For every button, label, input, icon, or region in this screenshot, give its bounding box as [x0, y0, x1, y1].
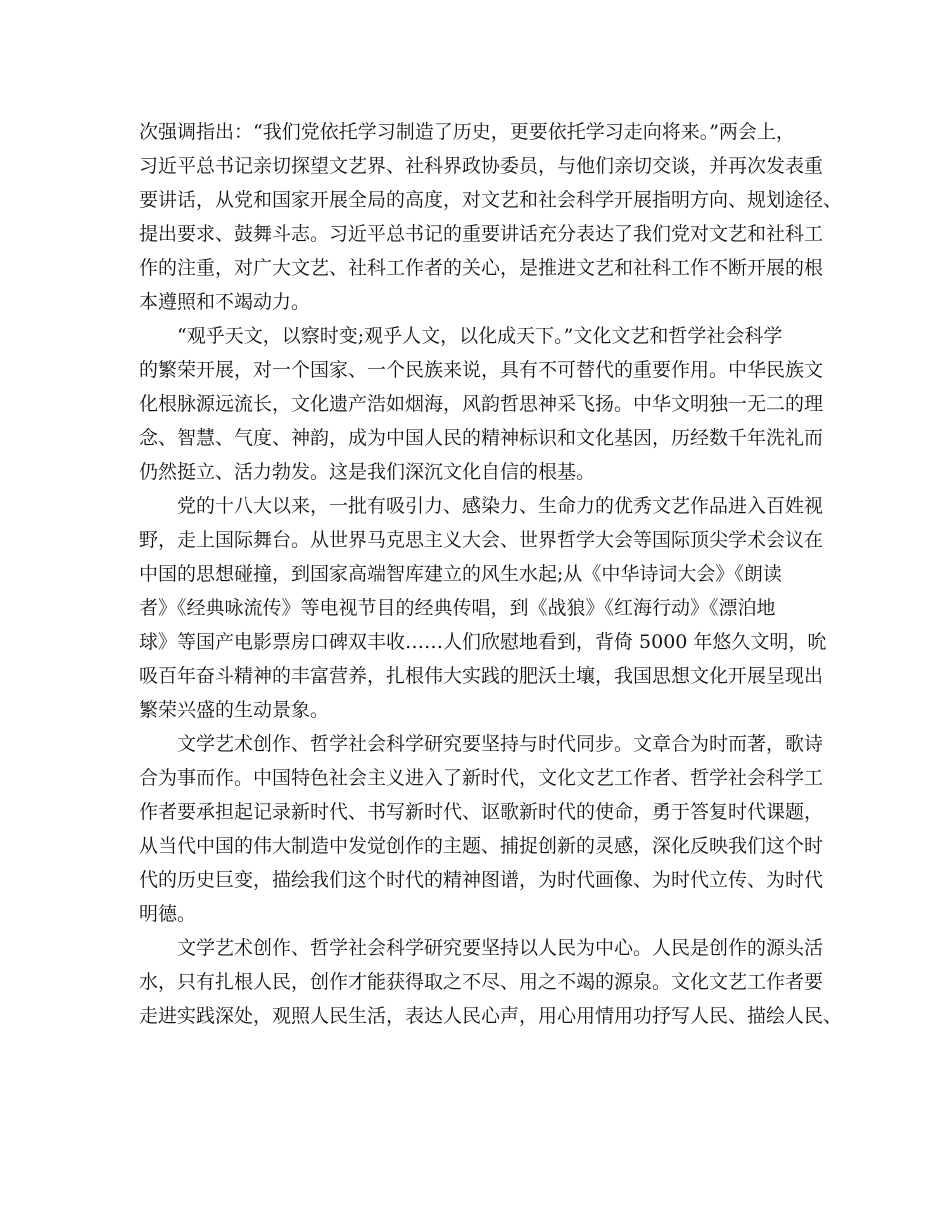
text-line: 习近平总书记亲切探望文艺界、社科界政协委员，与他们亲切交谈，并再次发表重	[139, 155, 824, 177]
text-line: 本遵照和不竭动力。	[139, 291, 311, 313]
text-line: 中国的思想碰撞，到国家高端智库建立的风生水起;从《中华诗词大会》《朗读	[139, 563, 782, 585]
text-line: 吸百年奋斗精神的丰富营养，扎根伟大实践的肥沃土壤，我国思想文化开展呈现出	[139, 665, 824, 687]
text-line: 者》《经典咏流传》等电视节目的经典传唱，到《战狼》《红海行动》《漂泊地	[139, 597, 776, 619]
text-line: 明德。	[139, 903, 197, 925]
text-line: 文学艺术创作、哲学社会科学研究要坚持与时代同步。文章合为时而著，歌诗	[177, 733, 824, 755]
text-line: 要讲话，从党和国家开展全局的高度，对文艺和社会科学开展指明方向、规划途径、	[139, 189, 843, 211]
text-line: 繁荣兴盛的生动景象。	[139, 699, 330, 721]
text-line: 念、智慧、气度、神韵，成为中国人民的精神标识和文化基因，历经数千年洗礼而	[139, 427, 824, 449]
text-line: 野，走上国际舞台。从世界马克思主义大会、世界哲学大会等国际顶尖学术会议在	[139, 529, 824, 551]
text-line: 水，只有扎根人民，创作才能获得取之不尽、用之不竭的源泉。文化文艺工作者要	[139, 971, 824, 993]
text-line: 次强调指出：“我们党依托学习制造了历史，更要依托学习走向将来。”两会上，	[139, 121, 795, 143]
text-line: 作者要承担起记录新时代、书写新时代、讴歌新时代的使命，勇于答复时代课题，	[139, 801, 824, 823]
text-line: 球》等国产电影票房口碑双丰收……人们欣慰地看到，背倚 5000 年悠久文明，吮	[139, 631, 827, 653]
text-line: 合为事而作。中国特色社会主义进入了新时代，文化文艺工作者、哲学社会科学工	[139, 767, 824, 789]
text-line: 作的注重，对广大文艺、社科工作者的关心，是推进文艺和社科工作不断开展的根	[139, 257, 824, 279]
text-line: 文学艺术创作、哲学社会科学研究要坚持以人民为中心。人民是创作的源头活	[177, 937, 824, 959]
text-line: 仍然挺立、活力勃发。这是我们深沉文化自信的根基。	[139, 461, 596, 483]
text-line: 提出要求、鼓舞斗志。习近平总书记的重要讲话充分表达了我们党对文艺和社科工	[139, 223, 824, 245]
text-line: 化根脉源远流长，文化遗产浩如烟海，风韵哲思神采飞扬。中华文明独一无二的理	[139, 393, 824, 415]
text-line: “观乎天文，以察时变;观乎人文，以化成天下。”文化文艺和哲学社会科学	[177, 325, 783, 347]
document-body	[139, 115, 843, 1033]
text-line: 的繁荣开展，对一个国家、一个民族来说，具有不可替代的重要作用。中华民族文	[139, 359, 824, 381]
text-line: 从当代中国的伟大制造中发觉创作的主题、捕捉创新的灵感，深化反映我们这个时	[139, 835, 824, 857]
text-line: 代的历史巨变，描绘我们这个时代的精神图谱，为时代画像、为时代立传、为时代	[139, 869, 824, 891]
text-line: 党的十八大以来，一批有吸引力、感染力、生命力的优秀文艺作品进入百姓视	[177, 495, 824, 517]
text-line: 走进实践深处，观照人民生活，表达人民心声，用心用情用功抒写人民、描绘人民、	[139, 1005, 843, 1027]
